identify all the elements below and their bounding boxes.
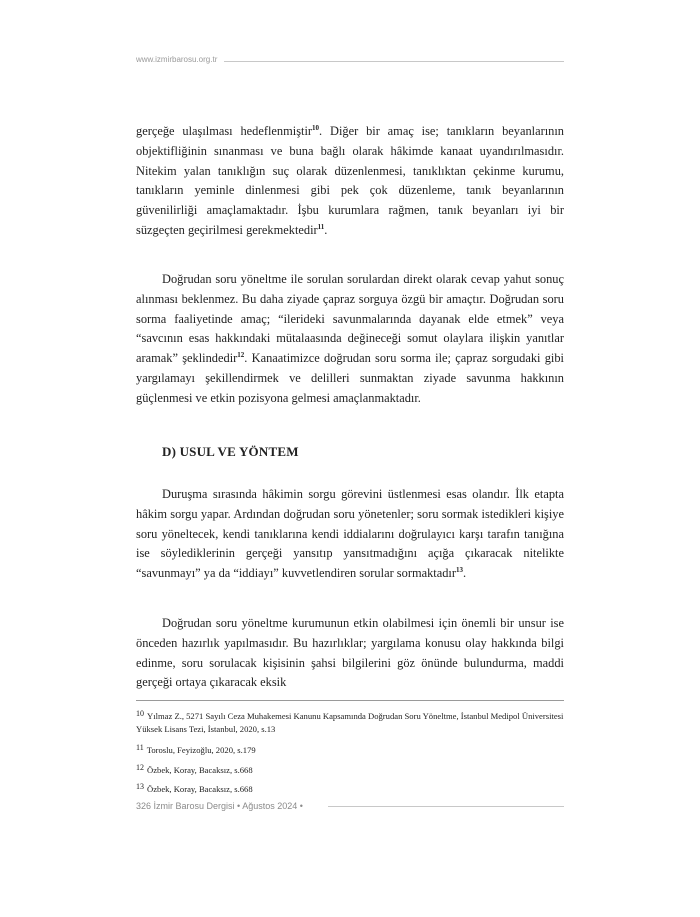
- paragraph-2: [136, 270, 564, 409]
- paragraph-1-start: gerçeğe ulaşılması hedeflenmiştir: [136, 124, 313, 138]
- footnote-text: Yılmaz Z., 5271 Sayılı Ceza Muhakemesi Kanunu Kapsamında Doğrudan Soru Yöneltme, İstanbul Medipol Üniversitesi Yüksek Lisans Tezi, İstanbul, 2020, s.13: [136, 711, 564, 734]
- footnote-12: [136, 764, 564, 777]
- paragraph-4: Doğrudan soru yöneltme kurumunun etkin olabilmesi için önemli bir unsur ise önceden hazırlık yapılmasıdır. Bu hazırlıklar; yargılama konusu olay hakkında bilgi edinme, soru sorulacak kişisinin şahsi bilgilerini göz önünde bulundurma, maddi gerçeği ortaya çıkaracak eksik: [136, 616, 564, 690]
- footnote-divider: [136, 700, 564, 701]
- footnote-text: Özbek, Koray, Bacaksız, s.668: [147, 784, 253, 794]
- paragraph-3: [136, 485, 564, 584]
- header-url: www.izmirbarosu.org.tr: [136, 55, 218, 64]
- footnote-10: [136, 710, 564, 736]
- paragraph-3-start: Duruşma sırasında hâkimin sorgu görevini üstlenmesi esas olandır. İlk etapta hâkim sorgu yapar. Ardından doğrudan soru yönetenler; soru sormak istedikleri kişiye soru yöneltecek, kendi tanıklarına kendi iddialarını doğrulayıcı karşı tarafın tanığına ise söylediklerinin gerçeği yansıtıp yansıtmadığını açığa çıkaracak nitelikte “savunmayı” ya da “iddiayı” kuvvetlendiren sorular sormaktadır: [136, 487, 564, 581]
- footnote-text: Özbek, Koray, Bacaksız, s.668: [147, 765, 253, 775]
- page-footer: 326 İzmir Barosu Dergisi • Ağustos 2024 •: [136, 801, 303, 811]
- footnote-number: 11: [136, 743, 144, 752]
- footnote-number: 10: [136, 709, 144, 718]
- footnote-11: [136, 744, 564, 757]
- footnote-number: 13: [136, 782, 144, 791]
- footnote-ref-11[interactable]: 11: [317, 222, 325, 231]
- footnote-ref-10[interactable]: 10: [312, 123, 320, 132]
- header-divider: [224, 61, 564, 62]
- section-heading: D) USUL VE YÖNTEM: [162, 444, 299, 459]
- footnote-number: 12: [136, 763, 144, 772]
- paragraph-2-start: Doğrudan soru yöneltme ile sorulan sorulardan direkt olarak cevap yahut sonuç alınması beklenmez. Bu daha ziyade çapraz sorguya özgü bir amaçtır. Doğrudan soru sorma faaliyetinde amaç; “ilerideki savunmalarında dayanak elde etmek” veya “savcının esas hakkındaki mütalaasında değineceği somut olaylara ilişkin yanıtlar aramak” şeklindedir: [136, 272, 564, 366]
- paragraph-3-end: .: [462, 566, 467, 581]
- footer-divider: [328, 806, 564, 807]
- paragraph-1: [136, 122, 564, 241]
- paragraph-1-end: .: [324, 222, 328, 237]
- footnote-ref-13[interactable]: 13: [455, 566, 463, 575]
- paragraph-2-rest: . Kanaatimizce doğrudan soru sorma ile; çapraz sorgudaki gibi yargılamayı şekillendirmek ve delilleri sunmaktan ziyade savunma hakkının güçlenmesi ve etkin pozisyona gelmesi amaçlanmaktadır.: [136, 351, 564, 405]
- paragraph-1-rest: . Diğer bir amaç ise; tanıkların beyanlarının objektifliğinin sınanması ve buna bağlı olarak hâkimde kanaat uyandırılmasıdır. Nitekim yalan tanıklığın suç olarak düzenlenmesi, tanıklıktan çekinme kurumu, tanıkların yeminle dinlenmesi gibi pek çok düzenleme, tanık beyanlarının güvenilirliği amaçlamaktadır. İşbu kurumlara rağmen, tanık beyanları iyi bir süzgeçten geçirilmesi gerekmektedir: [136, 124, 564, 237]
- footnote-text: Toroslu, Feyizoğlu, 2020, s.179: [146, 745, 256, 755]
- footnote-ref-12[interactable]: 12: [237, 351, 245, 360]
- footnote-13: [136, 783, 564, 796]
